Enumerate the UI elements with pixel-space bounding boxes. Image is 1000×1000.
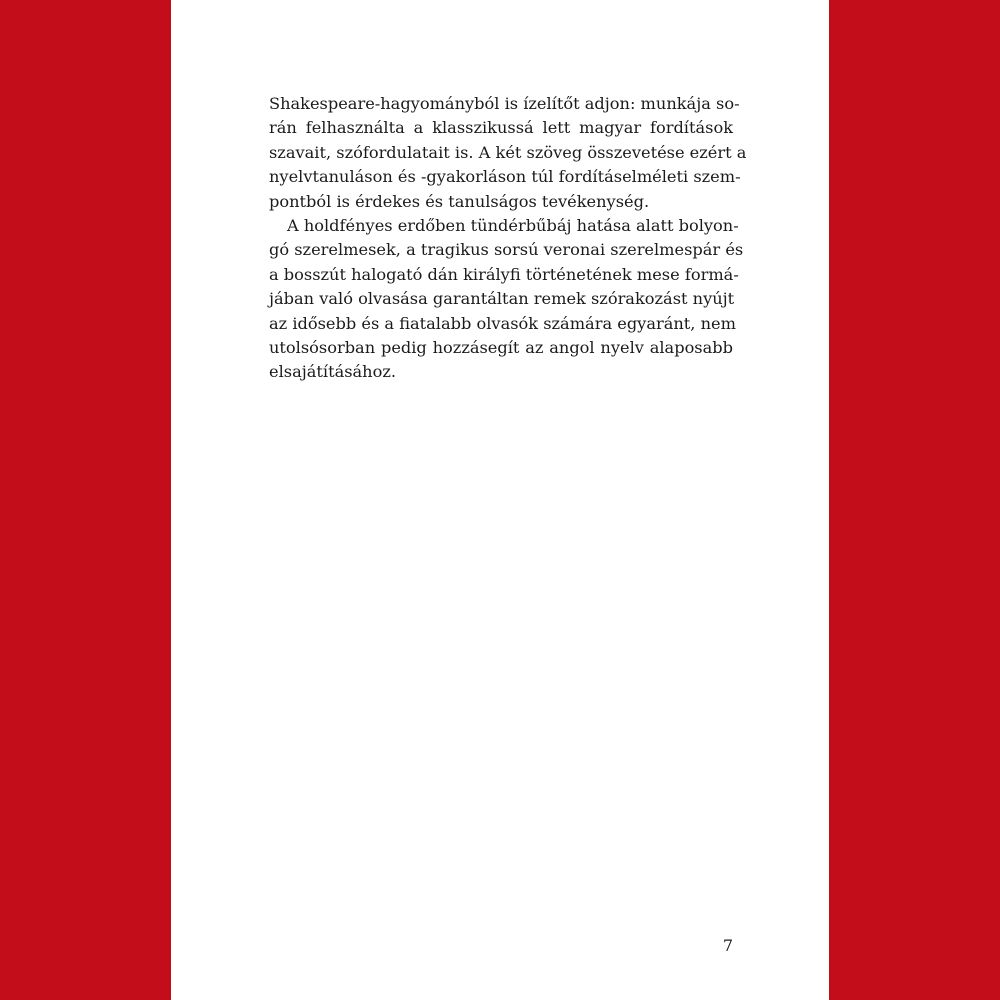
text-line: nyelvtanuláson és -gyakorláson túl fordításelméleti szem- [269, 167, 741, 187]
text-line: gó szerelmesek, a tragikus sorsú veronai szerelmespár és [269, 240, 744, 260]
paragraph-1 [269, 92, 747, 214]
book-page [171, 0, 829, 1000]
text-line: A holdfényes erdőben tündérbűbáj hatása alatt bolyon- [287, 216, 739, 236]
text-line: Shakespeare-hagyományból is ízelítőt adjon: munkája so- [269, 94, 740, 113]
text-line: szavait, szófordulatait is. A két szöveg összevetése ezért a [269, 142, 747, 162]
text-line: pontból is érdekes és tanulságos tevékenység. [269, 191, 650, 211]
text-line: a bosszút halogató dán királyfi történetének mese formá- [269, 264, 739, 284]
paragraph-2 [269, 214, 744, 385]
text-line: az idősebb és a fiatalabb olvasók számára egyaránt, nem [269, 313, 736, 333]
text-line: utolsósorban pedig hozzásegít az angol nyelv alaposabb [269, 338, 733, 358]
text-line: elsajátításához. [269, 362, 397, 382]
body-text [269, 92, 747, 385]
text-line: rán felhasználta a klasszikussá lett magyar fordítások [269, 118, 733, 138]
text-line: jában való olvasása garantáltan remek szórakozást nyújt [269, 289, 735, 309]
page-number: 7 [722, 936, 733, 955]
